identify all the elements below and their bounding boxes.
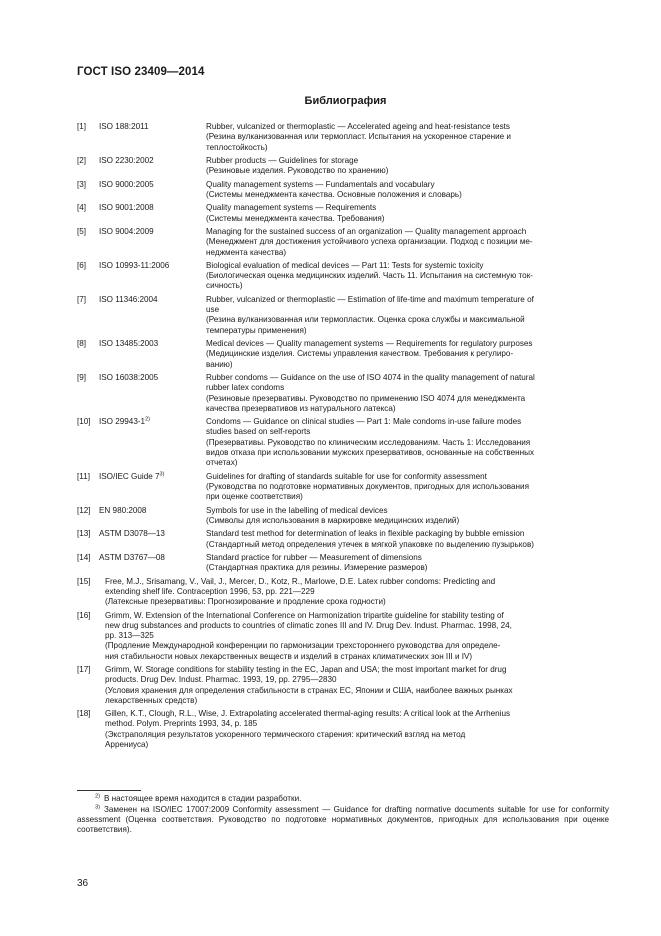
bibliography-entry (77, 577, 609, 608)
entry-number: [15] (77, 576, 91, 586)
entry-line: (Резина вулканизованная или термопластик. Оценка срока службы и максимальной (206, 315, 525, 325)
entry-title (206, 553, 609, 574)
bibliography-entry (77, 180, 609, 201)
entry-line: лекарственных средств) (105, 695, 198, 705)
reference-code: ASTM D3767—08 (99, 552, 165, 562)
entry-number: [18] (77, 709, 91, 719)
bibliography-entry (77, 553, 609, 574)
entry-citation (105, 611, 609, 662)
bibliography-entry (77, 611, 609, 662)
entry-line: (Стандартная практика для резины. Измерение размеров) (206, 563, 428, 573)
entry-line: Condoms — Guidance on clinical studies — Part 1: Male condoms in-use failure modes (206, 417, 522, 427)
entry-line: качества презервативов из натурального латекса) (206, 403, 396, 413)
entry-line: (Руководства по подготовке нормативных документов, пригодных для использования (206, 481, 529, 491)
entry-line: Rubber, vulcanized or thermoplastic — Estimation of life-time and maximum temperature of (206, 294, 534, 304)
entry-number: [7] (77, 294, 87, 304)
entry-reference (99, 553, 206, 574)
footnote-divider (77, 790, 141, 791)
footnote-marker: 3) (159, 470, 165, 477)
entry-citation (105, 665, 609, 706)
entry-line: Grimm, W. Extension of the International Conference on Harmonization tripartite guideline for stability testing of (105, 610, 504, 620)
reference-code: ISO 188:2011 (99, 122, 149, 131)
entry-line: (Стандартный метод определения утечек в мягкой упаковке по выделению пузырьков) (206, 539, 534, 549)
bibliography-entry (77, 295, 609, 336)
reference-code: ASTM D3078—13 (99, 529, 165, 539)
entry-reference (99, 156, 206, 177)
entry-line: Managing for the sustained success of an organization — Quality management approach (206, 227, 527, 236)
entry-line: (Медицинские изделия. Системы управления качеством. Требования к регулиро- (206, 349, 514, 359)
entry-line: (Латексные презервативы: Прогнозирование и продление срока годности) (105, 597, 386, 607)
entry-line: use (206, 305, 220, 315)
entry-line: products. Drug Dev. Indust. Pharmac. 1993, 19, pp. 2795—2830 (105, 675, 337, 685)
entry-title (206, 529, 609, 550)
entry-line: Rubber condoms — Guidance on the use of ISO 4074 in the quality management of natural (206, 373, 535, 382)
entry-reference (99, 472, 206, 503)
page-number: 36 (77, 878, 89, 889)
entry-reference (99, 295, 206, 336)
entry-number: [1] (77, 122, 87, 131)
entry-line: неджмента качества) (206, 247, 287, 257)
entry-line: (Системы менеджмента качества. Основные положения и словарь) (206, 189, 462, 199)
entry-line: Quality management systems — Requirements (206, 203, 377, 213)
bibliography-entry (77, 529, 609, 550)
entry-reference (99, 122, 206, 153)
entry-reference (99, 373, 206, 414)
entry-line: сичность) (206, 281, 243, 291)
bibliography-title: Библиография (304, 95, 387, 107)
entry-line: отчетах) (206, 458, 238, 468)
entry-reference (99, 180, 206, 201)
entry-title (206, 122, 609, 153)
entry-line: Medical devices — Quality management systems — Requirements for regulatory purposes (206, 339, 533, 349)
entry-title (206, 261, 609, 292)
entry-citation (105, 577, 609, 608)
entry-title (206, 295, 609, 336)
entry-line: (Символы для использования в маркировке медицинских изделий) (206, 515, 460, 525)
bibliography-list (77, 122, 609, 753)
entry-number: [14] (77, 552, 91, 562)
bibliography-entry (77, 227, 609, 258)
entry-citation (105, 709, 609, 750)
entry-line: (Менеджмент для достижения устойчивого успеха организации. Подход с позиции ме- (206, 237, 533, 247)
document-header: ГОСТ ISO 23409—2014 (77, 66, 205, 78)
entry-number: [16] (77, 610, 91, 620)
footnote-marker: 2) (145, 416, 150, 423)
entry-title (206, 373, 609, 414)
reference-code: ISO 9001:2008 (99, 203, 154, 213)
bibliography-entry (77, 122, 609, 153)
entry-line: Rubber, vulcanized or thermoplastic — Accelerated ageing and heat-resistance tests (206, 122, 510, 131)
entry-title (206, 227, 609, 258)
entry-title (206, 156, 609, 177)
entry-number: [3] (77, 179, 87, 189)
entry-line: Аррениуса) (105, 739, 149, 749)
entry-title (206, 506, 609, 527)
entry-number: [5] (77, 227, 87, 236)
entry-line: Grimm, W. Storage conditions for stability testing in the EC, Japan and USA; the most important market for drug (105, 665, 507, 674)
reference-code: ISO 29943-1 (99, 417, 146, 427)
entry-reference (99, 506, 206, 527)
entry-line: ния стабильности новых лекарственных веществ и изделий в странах климатических зон III и IV) (105, 651, 473, 661)
entry-line: Biological evaluation of medical devices — Part 11: Tests for systemic toxicity (206, 260, 484, 270)
bibliography-entry (77, 339, 609, 370)
entry-title (206, 180, 609, 201)
reference-code: ISO 10993-11:2006 (99, 260, 170, 270)
entry-line: Quality management systems — Fundamentals and vocabulary (206, 179, 435, 189)
entry-line: extending shelf life. Contraception 1996, 53, pp. 221—229 (105, 586, 315, 596)
entry-line: pp. 313—325 (105, 631, 154, 641)
entry-line: new drug substances and products to countries of climatic zones III and IV. Drug Dev. Indust. Pharmac. 1998, 24, (105, 620, 512, 630)
bibliography-entry (77, 665, 609, 706)
entry-line: температуры применения) (206, 325, 307, 335)
entry-number: [10] (77, 417, 91, 427)
bibliography-entry (77, 203, 609, 224)
entry-title (206, 339, 609, 370)
bibliography-entry (77, 472, 609, 503)
entry-line: Standard test method for determination of leaks in flexible packaging by bubble emission (206, 529, 525, 539)
entry-line: rubber latex condoms (206, 383, 285, 393)
reference-code: ISO 9004:2009 (99, 227, 154, 236)
bibliography-entry (77, 373, 609, 414)
reference-code: ISO 9000:2005 (99, 179, 154, 189)
entry-line: (Резиновые презервативы. Руководство по применению ISO 4074 для менеджмента (206, 393, 526, 403)
entry-line: (Биологическая оценка медицинских изделий. Часть 11. Испытания на системную ток- (206, 271, 533, 281)
entry-line: (Экстраполяция результатов ускоренного термического старения: критический взгляд на метод (105, 729, 466, 739)
entry-number: [2] (77, 155, 87, 165)
entry-line: studies based on self-reports (206, 427, 311, 437)
entry-title (206, 203, 609, 224)
entry-line: (Презервативы. Руководство по клиническим исследованиям. Часть 1: Исследования (206, 437, 531, 447)
entry-title (206, 417, 609, 468)
entry-line: при оценке соответствия) (206, 492, 303, 502)
entry-number: [17] (77, 665, 91, 674)
bibliography-entry (77, 261, 609, 292)
entry-line: Guidelines for drafting of standards suitable for use for conformity assessment (206, 471, 487, 481)
entry-number: [11] (77, 471, 90, 481)
entry-line: Gillen, K.T., Clough, R.L., Wise, J. Extrapolating accelerated thermal-aging results: A critical look at the Arrhenius (105, 709, 511, 719)
entry-number: [13] (77, 529, 91, 539)
entry-title (206, 472, 609, 503)
bibliography-entry (77, 417, 609, 468)
reference-code: ISO 2230:2002 (99, 155, 154, 165)
entry-line: (Системы менеджмента качества. Требования) (206, 213, 385, 223)
entry-number: [4] (77, 203, 87, 213)
entry-number: [8] (77, 339, 87, 349)
entry-line: видов отказа при использовании мужских презервативов, основанные на собственных (206, 447, 535, 457)
bibliography-entry (77, 156, 609, 177)
entry-reference (99, 261, 206, 292)
entry-line: method. Polym. Preprints 1993, 34, p. 185 (105, 719, 258, 729)
entry-reference (99, 529, 206, 550)
bibliography-entry (77, 506, 609, 527)
entry-reference (99, 339, 206, 370)
entry-line: (Продление Международной конференции по гармонизации трехстороннего руководства для определе- (105, 641, 501, 651)
entry-line: Rubber products — Guidelines for storage (206, 155, 359, 165)
footnote-3: $^{3)}$ Заменен на ISO/IEC 17007:2009 Conformity assessment — Guidance for drafting normative documents suitable for use for conformity assessment (Оценка соответствия. Руководство по подготовке нормативных документов, пригодных для использования при оценке соответствия). (77, 804, 609, 835)
footnote-2: $^{2)}$ В настоящее время находится в стадии разработки. (95, 793, 302, 803)
reference-code: EN 980:2008 (99, 505, 147, 515)
entry-reference (99, 417, 206, 468)
entry-number: [6] (77, 260, 87, 270)
reference-code: ISO/IEC Guide 7 (99, 471, 160, 481)
entry-line: Standard practice for rubber — Measurement of dimensions (206, 552, 422, 562)
entry-line: ванию) (206, 359, 233, 369)
bibliography-entry (77, 709, 609, 750)
entry-line: Free, M.J., Srisamang, V., Vail, J., Mercer, D., Kotz, R., Marlowe, D.E. Latex rubber condoms: Predicting and (105, 576, 496, 586)
reference-code: ISO 16038:2005 (99, 373, 159, 382)
entry-line: (Резиновые изделия. Руководство по хранению) (206, 166, 389, 176)
entry-reference (99, 227, 206, 258)
entry-reference (99, 203, 206, 224)
reference-code: ISO 13485:2003 (99, 339, 159, 349)
entry-line: теплостойкость) (206, 142, 268, 152)
entry-line: (Резина вулканизованная или термопласт. Испытания на ускоренное старение и (206, 132, 511, 142)
entry-line: Symbols for use in the labelling of medical devices (206, 505, 388, 515)
entry-number: [12] (77, 505, 91, 515)
entry-line: (Условия хранения для определения стабильности в странах ЕС, Японии и США, наиболее важных рынках (105, 685, 513, 695)
entry-number: [9] (77, 373, 87, 382)
reference-code: ISO 11346:2004 (99, 294, 158, 304)
